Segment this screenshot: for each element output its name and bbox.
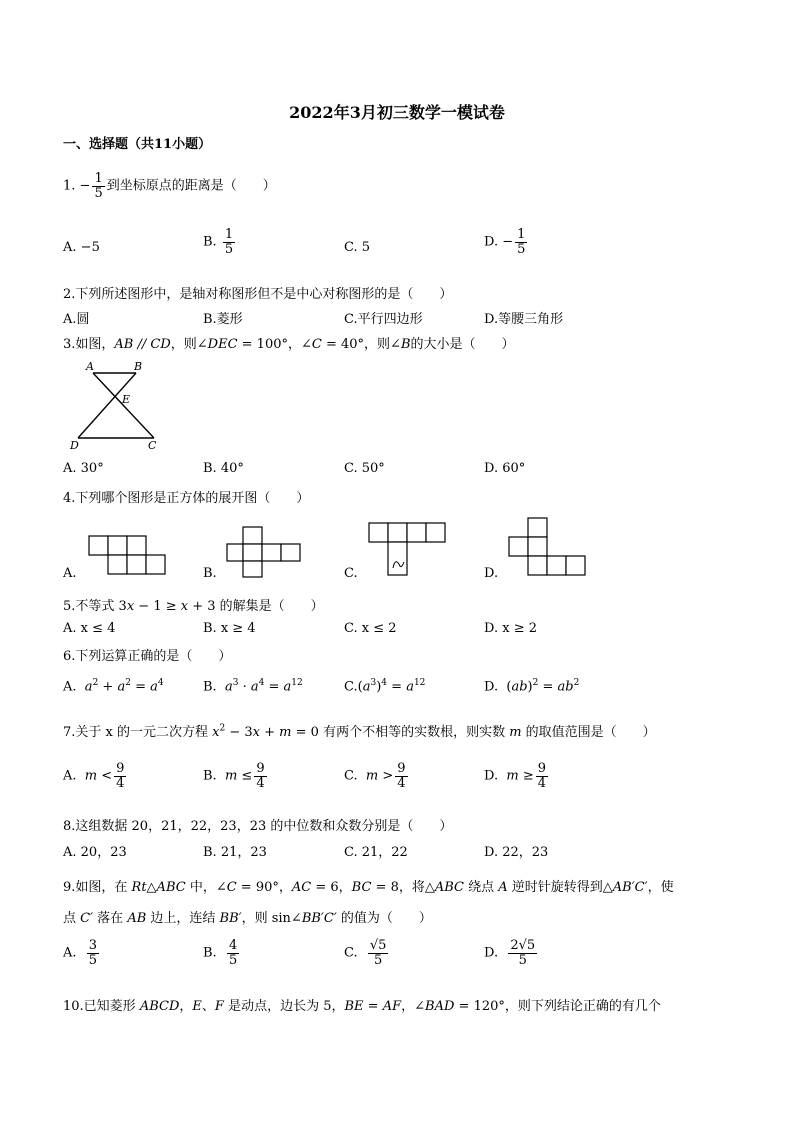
figure-label-e: E [122, 393, 131, 406]
question-6-stem: 6.下列运算正确的是（ ） [63, 649, 232, 664]
question-9-stem-line-1: 9.如图，在 Rt△ABC 中，∠C = 90°，AC = 6，BC = 8，将△ABC 绕点 A 逆时针旋转得到△AB′C′，使 [63, 880, 674, 895]
question-1-stem: 1. − $\frac{1}{5}$ 到坐标原点的距离是（ ） [63, 171, 276, 201]
question-5-option-a: A. x ≤ 4 [63, 621, 116, 636]
cube-net-a [85, 533, 170, 578]
question-3-option-a: A. 30° [63, 461, 104, 476]
question-9-option-a: A. $\frac{3}{5}$ [63, 938, 98, 968]
question-2-stem: 2.下列所述图形中，是轴对称图形但不是中心对称图形的是（ ） [63, 287, 453, 302]
page-title: 2022年3月初三数学一模试卷 [289, 103, 505, 122]
question-7-option-a: A. m < $\frac{9}{4}$ [63, 761, 125, 791]
question-3-figure [66, 358, 166, 453]
question-2-option-d: D.等腰三角形 [484, 312, 564, 327]
question-6-option-b: B. $a^3 \cdot a^4 = a^{12}$ [203, 678, 303, 695]
question-9-option-c: C. $\frac{√5}{5}$ [344, 938, 387, 968]
question-1-option-a: A. −5 [63, 240, 100, 255]
cube-net-b [224, 524, 304, 579]
question-2-option-b: B.菱形 [203, 312, 243, 327]
question-4-option-b: B. [203, 566, 217, 581]
question-1-option-b: B. $\frac{1}{5}$ [203, 227, 234, 257]
question-2-option-c: C.平行四边形 [344, 312, 423, 327]
cube-net-d [505, 515, 590, 579]
question-1-option-c: C. 5 [344, 240, 371, 255]
question-3-option-b: B. 40° [203, 461, 244, 476]
figure-label-d: D [70, 439, 79, 452]
cube-net-c [366, 520, 448, 578]
question-6-option-a: A. $a^2 + a^2 = a^4$ [63, 678, 164, 695]
section-heading: 一、选择题（共11小题） [63, 137, 212, 152]
question-9-option-d: D. $\frac{2√5}{5}$ [484, 938, 536, 968]
question-5-option-c: C. x ≤ 2 [344, 621, 397, 636]
question-5-stem: 5.不等式 3x − 1 ≥ x + 3 的解集是（ ） [63, 599, 324, 614]
question-4-option-d: D. [484, 566, 499, 581]
question-10-stem: 10.已知菱形 ABCD，E、F 是动点，边长为 5，BE = AF，∠BAD = 120°，则下列结论正确的有几个 [63, 999, 661, 1014]
question-8-option-c: C. 21，22 [344, 845, 408, 860]
question-4-option-a: A. [63, 566, 77, 581]
figure-label-b: B [134, 360, 143, 373]
question-7-option-b: B. m ≤ $\frac{9}{4}$ [203, 761, 265, 791]
question-1-option-d: D. − $\frac{1}{5}$ [484, 227, 526, 257]
question-9-option-b: B. $\frac{4}{5}$ [203, 938, 238, 968]
question-6-option-c: $C.(a^3)^4 = a^{12}$ [344, 678, 426, 695]
figure-label-c: C [148, 439, 157, 452]
question-7-stem: 7.关于 x 的一元二次方程 $x^2 - 3x + m = 0$ 有两个不相等的实数根，则实数 m 的取值范围是（ ） [63, 723, 656, 740]
question-4-stem: 4.下列哪个图形是正方体的展开图（ ） [63, 491, 310, 506]
question-9-stem-line-2: 点 C′ 落在 AB 边上，连结 BB′，则 sin∠BB′C′ 的值为（ ） [63, 911, 432, 926]
figure-label-a: A [86, 360, 94, 373]
question-8-stem: 8.这组数据 20，21，22，23，23 的中位数和众数分别是（ ） [63, 819, 453, 834]
question-3-option-c: C. 50° [344, 461, 385, 476]
question-3-option-d: D. 60° [484, 461, 526, 476]
question-7-option-d: D. m ≥ $\frac{9}{4}$ [484, 761, 546, 791]
question-8-option-a: A. 20，23 [63, 845, 127, 860]
question-4-option-c: C. [344, 566, 358, 581]
question-6-option-d: D. $(ab)^2 = ab^2$ [484, 678, 580, 695]
question-2-option-a: A.圆 [63, 312, 90, 327]
question-5-option-d: D. x ≥ 2 [484, 621, 537, 636]
question-3-stem: 3.如图，AB // CD，则∠DEC = 100°，∠C = 40°，则∠B的大小是（ ） [63, 337, 515, 352]
question-5-option-b: B. x ≥ 4 [203, 621, 256, 636]
question-7-option-c: C. m > $\frac{9}{4}$ [344, 761, 406, 791]
question-8-option-d: D. 22，23 [484, 845, 549, 860]
question-8-option-b: B. 21，23 [203, 845, 267, 860]
